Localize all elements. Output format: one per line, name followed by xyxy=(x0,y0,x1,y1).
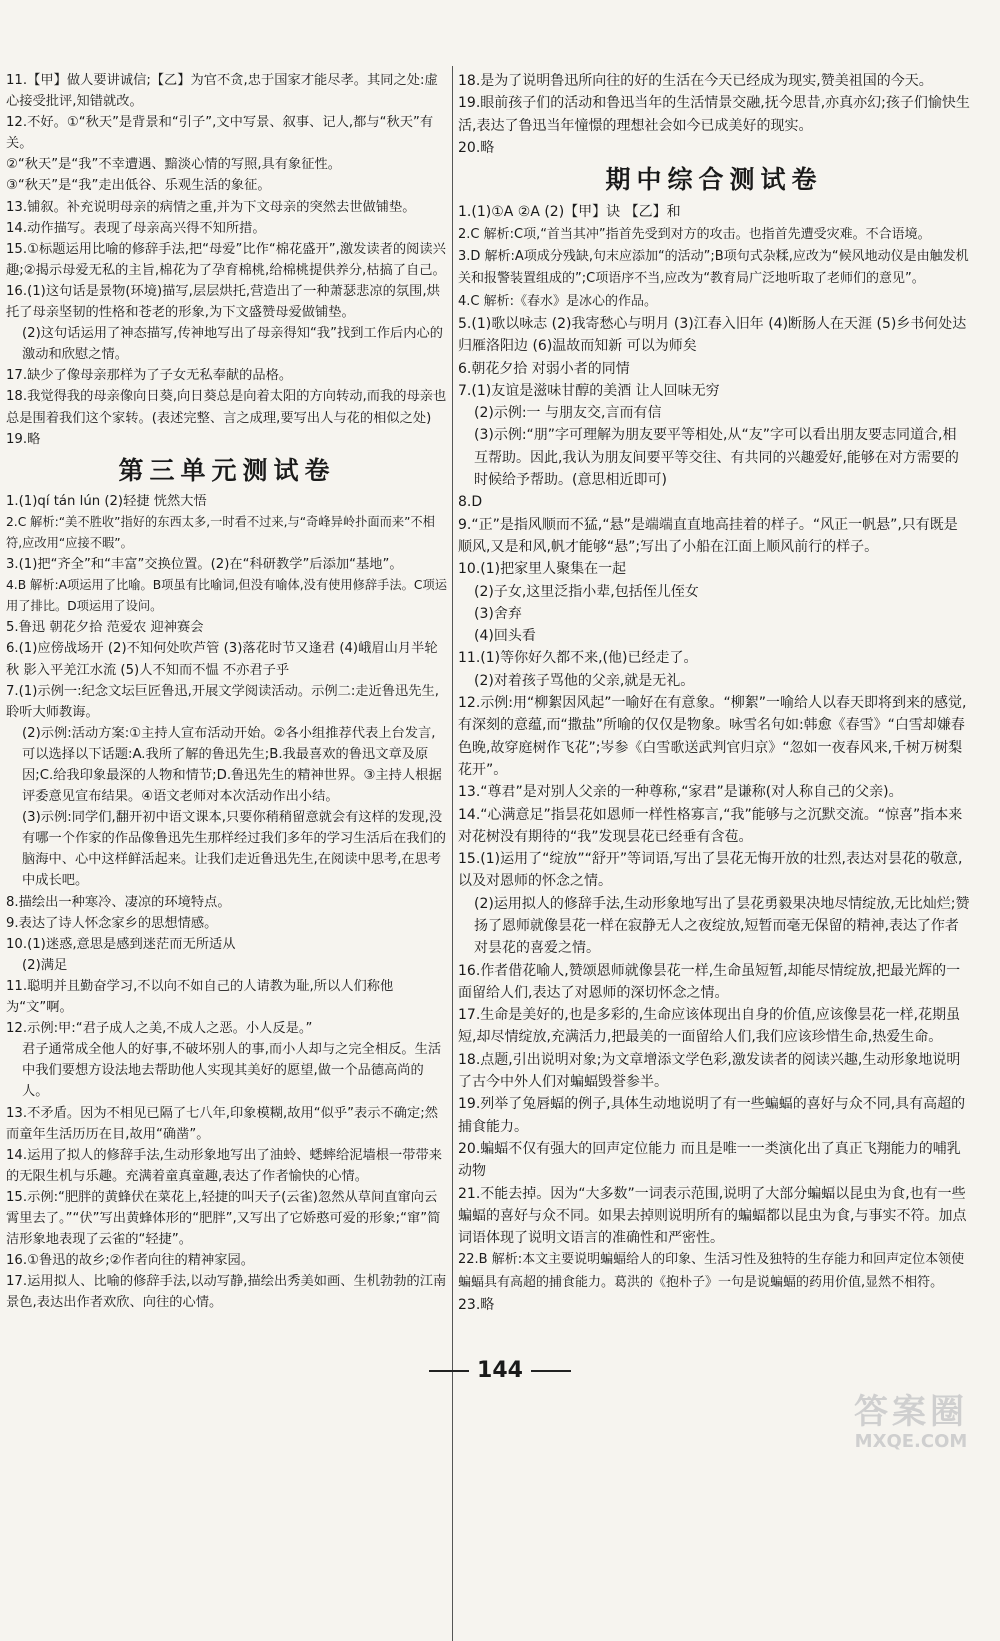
answer-item: 10.(1)迷惑,意思是感到迷茫而无所适从 xyxy=(6,936,236,952)
answer-item: (4)回头看 xyxy=(474,628,536,645)
answer-item: 1.(1)qí tán lún (2)轻捷 恍然大悟 xyxy=(6,493,207,509)
page-number: 144 xyxy=(477,1358,523,1383)
watermark-logo xyxy=(836,1392,986,1454)
answer-item: 19.列举了兔唇蝠的例子,具体生动地说明了有一些蝙蝠的喜好与众不同,具有高超的捕食能力。 xyxy=(458,1096,966,1135)
answer-item: (2)示例:一 与朋友交,言而有信 xyxy=(474,405,662,422)
answer-item: 14.动作描写。表现了母亲高兴得不知所措。 xyxy=(6,220,266,236)
answer-item: 14.运用了拟人的修辞手法,生动形象地写出了油蛉、蟋蟀给泥墙根一带带来的无限生机与乐趣。充满着童真童趣,表达了作者愉快的心情。 xyxy=(6,1147,443,1184)
answer-item: (2)这句话运用了神态描写,传神地写出了母亲得知“我”找到工作后内心的激动和欣慰之情。 xyxy=(22,326,443,363)
watermark-title: 答案圈 xyxy=(854,1392,968,1432)
answer-item: 9.“正”是指风顺而不猛,“悬”是端端直直地高挂着的样子。“风正一帆悬”,只有既是顺风,又是和风,帆才能够“悬”;写出了小船在江面上顺风前行的样子。 xyxy=(458,516,958,555)
answer-item: (2)对着孩子骂他的父亲,就是无礼。 xyxy=(474,672,695,689)
answer-item: 6.(1)应傍战场开 (2)不知何处吹芦管 (3)落花时节又逢君 (4)峨眉山月半轮秋 影入平羌江水流 (5)人不知而不愠 不亦君子乎 xyxy=(6,641,438,678)
answer-item: 4.C 解析:《春水》是冰心的作品。 xyxy=(458,293,657,309)
answer-item: 18.点题,引出说明对象;为文章增添文学色彩,激发读者的阅读兴趣,生动形象地说明了古今中外人们对蝙蝠毁誉参半。 xyxy=(458,1051,961,1091)
answer-item: 21.不能去掉。因为“大多数”一词表示范围,说明了大部分蝙蝠以昆虫为食,也有一些蝙蝠的喜好与众不同。如果去掉则说明所有的蝙蝠都以昆虫为食,与事实不符。加点词语体现了说明文语言的准确性和严密性。 xyxy=(458,1185,967,1247)
footer-rule-left xyxy=(429,1370,469,1372)
answer-item: 13.铺叙。补充说明母亲的病情之重,并为下文母亲的突然去世做铺垫。 xyxy=(6,199,416,215)
answer-item: (2)运用拟人的修辞手法,生动形象地写出了昙花勇毅果决地尽情绽放,无比灿烂;赞扬了恩师就像昙花一样在寂静无人之夜绽放,短暂而毫无保留的精神,表达了作者对昙花的喜爱之情。 xyxy=(474,895,970,957)
answer-item: 19.略 xyxy=(6,431,41,447)
answer-item: 19.眼前孩子们的活动和鲁迅当年的生活情景交融,抚今思昔,亦真亦幻;孩子们愉快生活,表达了鲁迅当年憧憬的理想社会如今已成美好的现实。 xyxy=(458,95,970,134)
answer-item: (3)舍弃 xyxy=(474,605,522,622)
answer-item: 16.作者借花喻人,赞颂恩师就像昙花一样,生命虽短暂,却能尽情绽放,把最光辉的一面留给人们,表达了对恩师的深切怀念之情。 xyxy=(458,962,961,1001)
answer-item: 18.我觉得我的母亲像向日葵,向日葵总是向着太阳的方向转动,而我的母亲也总是围着我们这个家转。(表述完整、言之成理,要写出人与花的相似之处) xyxy=(6,389,447,426)
answer-item: 16.(1)这句话是景物(环境)描写,层层烘托,营造出了一种萧瑟悲凉的氛围,烘托了母亲坚韧的性格和苍老的形象,为下文盛赞母爱做铺垫。 xyxy=(6,283,440,321)
answer-item: 2.C 解析:C项,“首当其冲”指首先受到对方的攻击。也指首先遭受灾难。不合语境。 xyxy=(458,226,931,242)
answer-item: 14.“心满意足”指昙花如恩师一样性格寡言,“我”能够与之沉默交流。“惊喜”指本来对花树没有期待的“我”发现昙花已经垂有含苞。 xyxy=(458,806,963,845)
answer-item: 13.不矛盾。因为不相见已隔了七八年,印象模糊,故用“似乎”表示不确定;然而童年生活历历在目,故用“确凿”。 xyxy=(6,1105,438,1142)
answer-item: 11.(1)等你好久都不来,(他)已经走了。 xyxy=(458,650,698,667)
answer-item: 15.(1)运用了“绽放”“舒开”等词语,写出了昙花无悔开放的壮烈,表达对昙花的敬意,以及对恩师的怀念之情。 xyxy=(458,851,963,890)
answer-item: 4.B 解析:A项运用了比喻。B项虽有比喻词,但没有喻体,没有使用修辞手法。C项运用了排比。D项运用了设问。 xyxy=(6,578,447,614)
answer-item: 22.B 解析:本文主要说明蝙蝠给人的印象、生活习性及独特的生存能力和回声定位本领使蝙蝠具有高超的捕食能力。葛洪的《抱朴子》一句是说蝙蝠的药用价值,显然不相符。 xyxy=(458,1252,965,1290)
answer-item: 10.(1)把家里人聚集在一起 xyxy=(458,561,627,578)
footer-rule-right xyxy=(531,1370,571,1372)
answer-item: 20.略 xyxy=(458,139,495,156)
answer-item: (2)子女,这里泛指小辈,包括侄儿侄女 xyxy=(474,583,699,600)
page-footer xyxy=(0,1358,1000,1383)
answer-item: 5.鲁迅 朝花夕拾 范爱农 迎神赛会 xyxy=(6,620,204,636)
answer-item: 17.生命是美好的,也是多彩的,生命应该体现出自身的价值,应该像昙花一样,花期虽短,却尽情绽放,充满活力,把最美的一面留给人们,我们应该珍惜生命,热爱生命。 xyxy=(458,1007,961,1046)
answer-item: 8.D xyxy=(458,494,483,511)
answer-item: 20.蝙蝠不仅有强大的回声定位能力 而且是唯一一类演化出了真正飞翔能力的哺乳动物 xyxy=(458,1140,961,1180)
answer-item: 12.示例:甲:“君子成人之美,不成人之恶。小人反是。” xyxy=(6,1021,313,1037)
answer-item: (2)满足 xyxy=(22,957,68,973)
section-heading-unit3: 第三单元测试卷 xyxy=(118,455,336,485)
answer-item: 12.不好。①“秋天”是背景和“引子”,文中写景、叙事、记人,都与“秋天”有关。 xyxy=(6,115,434,152)
section-heading-midterm: 期中综合测试卷 xyxy=(605,165,823,195)
answer-item: 5.(1)歌以咏志 (2)我寄愁心与明月 (3)江春入旧年 (4)断肠人在天涯 (5)乡书何处达 归雁洛阳边 (6)温故而知新 可以为师矣 xyxy=(458,315,967,355)
watermark-url: MXQE.COM xyxy=(854,1431,968,1452)
answer-item: 11.【甲】做人要讲诚信;【乙】为官不贪,忠于国家才能尽孝。其同之处:虚心接受批评,知错就改。 xyxy=(6,73,438,110)
answer-item: 7.(1)示例一:纪念文坛巨匠鲁迅,开展文学阅读活动。示例二:走近鲁迅先生,聆听大师教诲。 xyxy=(6,683,440,720)
left-column xyxy=(6,70,448,1313)
answer-item: 23.略 xyxy=(458,1297,495,1314)
answer-item: 17.缺少了像母亲那样为了子女无私奉献的品格。 xyxy=(6,368,293,384)
answer-item: 8.描绘出一种寒冷、凄凉的环境特点。 xyxy=(6,894,231,910)
answer-item: ③“秋天”是“我”走出低谷、乐观生活的象征。 xyxy=(6,178,271,194)
answer-item: 3.D 解析:A项成分残缺,句末应添加“的活动”;B项句式杂糅,应改为“候风地动仪是由触发机关和报警装置组成的”;C项语序不当,应改为“教育局广泛地听取了老师们的意见”。 xyxy=(458,249,969,287)
answer-item: 16.①鲁迅的故乡;②作者向往的精神家园。 xyxy=(6,1253,255,1269)
right-column xyxy=(458,70,970,1316)
answer-item: 3.(1)把“齐全”和“丰富”交换位置。(2)在“科研教学”后添加“基地”。 xyxy=(6,557,403,573)
answer-item: 君子通常成全他人的好事,不破坏别人的事,而小人却与之完全相反。生活中我们要想方设法地去帮助他人实现其美好的愿望,做一个品德高尚的人。 xyxy=(22,1042,442,1100)
answer-item: 2.C 解析:“美不胜收”指好的东西太多,一时看不过来,与“奇峰异岭扑面而来”不相符,应改用“应接不暇”。 xyxy=(6,514,435,550)
answer-item: ②“秋天”是“我”不幸遭遇、黯淡心情的写照,具有象征性。 xyxy=(6,157,342,173)
answer-item: (3)示例:“朋”字可理解为朋友要平等相处,从“友”字可以看出朋友要志同道合,相互帮助。因此,我认为朋友间要平等交往、有共同的兴趣爱好,能够在对方需要的时候给予帮助。(意思相近即可) xyxy=(474,427,959,489)
answer-item: 15.示例:“肥胖的黄蜂伏在菜花上,轻捷的叫天子(云雀)忽然从草间直窜向云霄里去了。”“伏”写出黄蜂体形的“肥胖”,又写出了它娇憨可爱的形象;“窜”简洁形象地表现了云雀的“轻捷”。 xyxy=(6,1189,441,1248)
answer-item: 7.(1)友谊是滋味甘醇的美酒 让人回味无穷 xyxy=(458,382,720,399)
answer-item: 12.示例:用“柳絮因风起”一喻好在有意象。“柳絮”一喻给人以春天即将到来的感觉,有深刻的意蕴,而“撒盐”所喻的仅仅是物象。咏雪名句如:韩愈《春雪》“白雪却嫌春色晚,故穿庭树作飞花”;岑参《白雪歌送武判官归京》“忽如一夜春风来,千树万树梨花开”。 xyxy=(458,695,967,778)
answer-item: (3)示例:同学们,翻开初中语文课本,只要你稍稍留意就会有这样的发现,没有哪一个作家的作品像鲁迅先生那样经过我们多年的学习生活后在我们的脑海中、心中这样鲜活起来。让我们走近鲁迅先生,在阅读中思考,在思考中成长吧。 xyxy=(22,810,447,889)
answer-item: 15.①标题运用比喻的修辞手法,把“母爱”比作“棉花盛开”,激发读者的阅读兴趣;②揭示母爱无私的主旨,棉花为了孕育棉桃,给棉桃提供养分,枯搞了自己。 xyxy=(6,241,446,278)
column-divider xyxy=(452,66,453,1641)
answer-item: 18.是为了说明鲁迅所向往的好的生活在今天已经成为现实,赞美祖国的今天。 xyxy=(458,73,933,89)
answer-item: 6.朝花夕拾 对弱小者的同情 xyxy=(458,360,630,377)
answer-item: (2)示例:活动方案:①主持人宣布活动开始。②各小组推荐代表上台发言,可以选择以下话题:A.我所了解的鲁迅先生;B.我最喜欢的鲁迅文章及原因;C.给我印象最深的人物和情节;D.鲁迅先生的精神世界。③主持人根据评委意见宣布结果。④语文老师对本次活动作出小结。 xyxy=(22,725,442,805)
answer-item: 13.“尊君”是对别人父亲的一种尊称,“家君”是谦称(对人称自己的父亲)。 xyxy=(458,784,903,801)
answer-item: 17.运用拟人、比喻的修辞手法,以动写静,描绘出秀美如画、生机勃勃的江南景色,表达出作者欢欣、向往的心情。 xyxy=(6,1274,447,1311)
answer-item: 11.聪明并且勤奋学习,不以向不如自己的人请教为耻,所以人们称他为“文”啊。 xyxy=(6,978,394,1016)
answer-item: 9.表达了诗人怀念家乡的思想情感。 xyxy=(6,915,218,931)
answer-item: 1.(1)①A ②A (2)【甲】诀 【乙】和 xyxy=(458,204,681,221)
